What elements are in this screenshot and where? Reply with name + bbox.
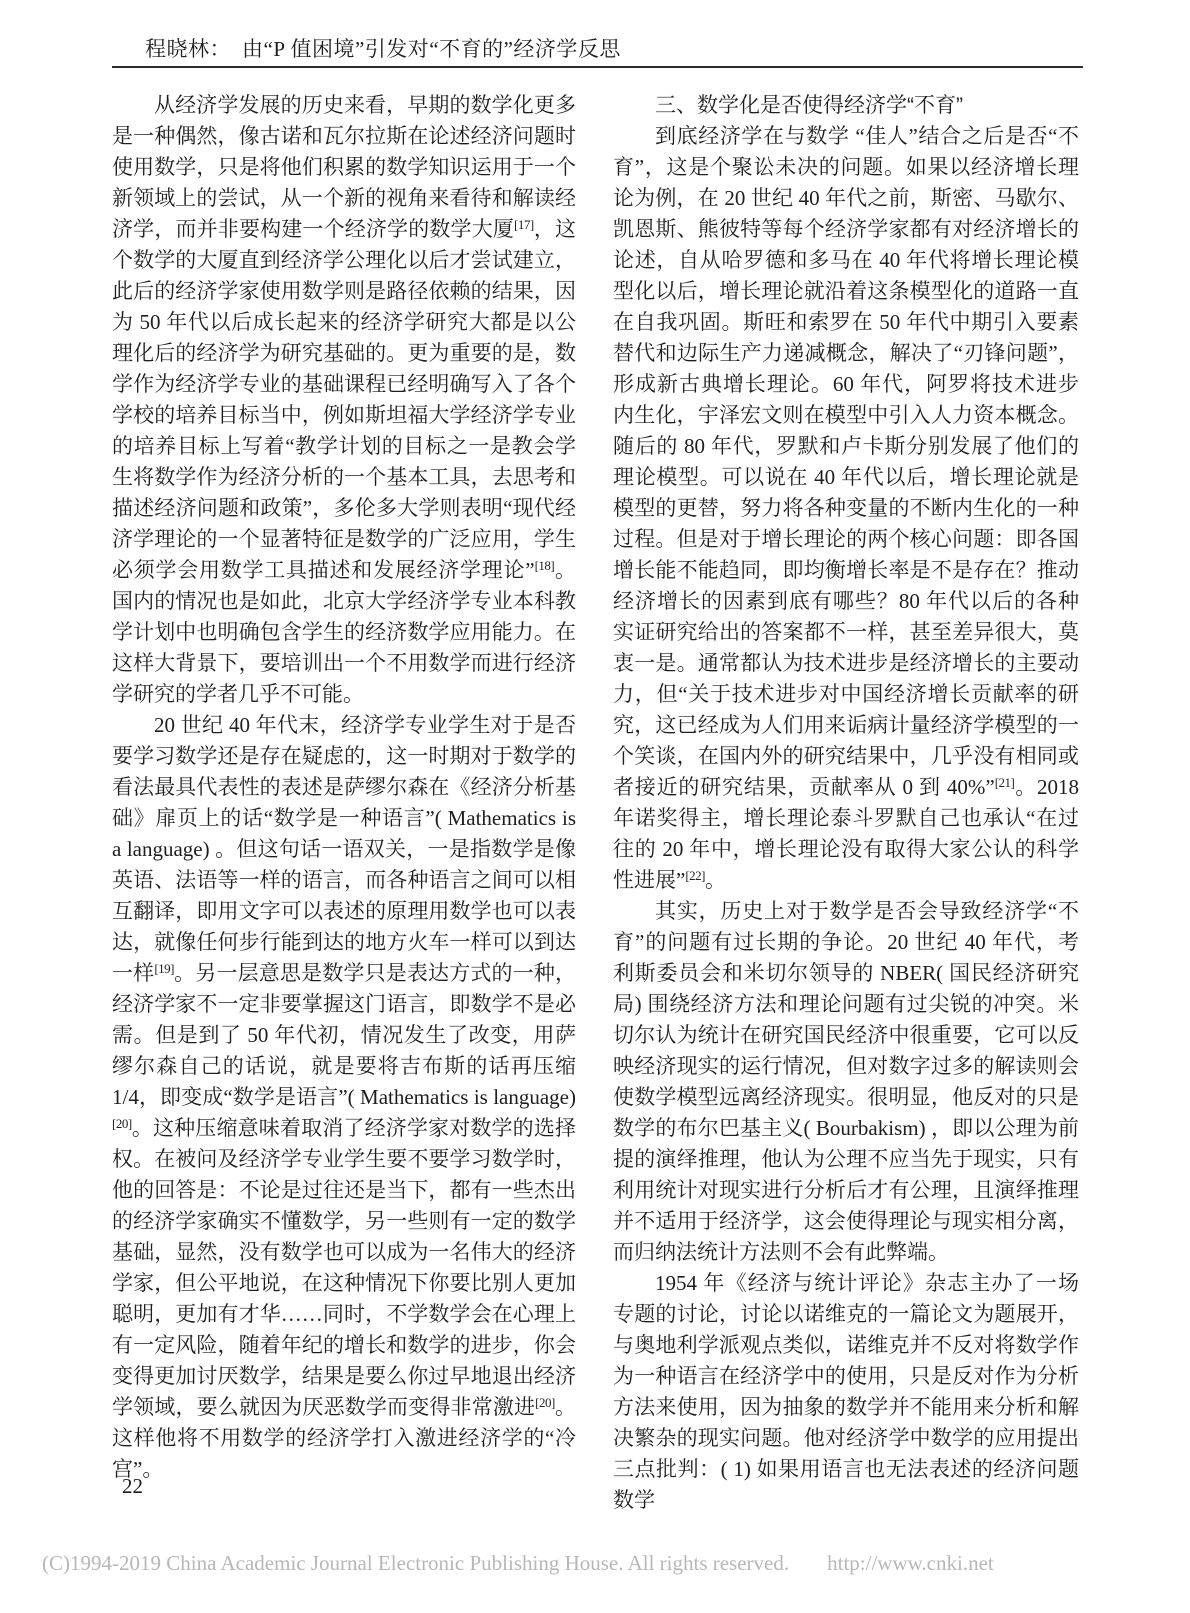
paragraph: 到底经济学在与数学 “佳人”结合之后是否“不育”，这是个聚讼未决的问题。如果以经济增长理论为例，在 20 世纪 40 年代之前，斯密、马歇尔、凯恩斯、熊彼特等每个经济学家都有对经济增长的论述，自从哈罗德和多马在 40 年代将增长理论模型化以后，增长理论就沿着这条模型化的道路一直在自我巩固。斯旺和索罗在 50 年代中期引入要素替代和边际生产力递减概念，解决了“刃锋问题”，形成新古典增长理论。60 年代，阿罗将技术进步内生化，宇泽宏文则在模型中引入人力资本概念。随后的 80 年代，罗默和卢卡斯分别发展了他们的理论模型。可以说在 40 年代以后，增长理论就是模型的更替，努力将各种变量的不断内生化的一种过程。但是对于增长理论的两个核心问题：即各国增长能不能趋同，即均衡增长率是不是存在？推动经济增长的因素到底有哪些？80 年代以后的各种实证研究给出的答案都不一样，甚至差异很大，莫衷一是。通常都认为技术进步是经济增长的主要动力，但“关于技术进步对中国经济增长贡献率的研究，这已经成为人们用来诟病计量经济学模型的一个笑谈，在国内外的研究结果中，几乎没有相同或者接近的研究结果，贡献率从 0 到 40%”[21]。2018 年诺奖得主，增长理论泰斗罗默自己也承认“在过往的 20 年中，增长理论没有取得大家公认的科学性进展”[22]。: [613, 124, 1079, 892]
paragraph: 其实，历史上对于数学是否会导致经济学“不育”的问题有过长期的争论。20 世纪 40 年代，考利斯委员会和米切尔领导的 NBER( 国民经济研究局) 围绕经济方法和理论问题有过尖锐的冲突。米切尔认为统计在研究国民经济中很重要，它可以反映经济现实的运行情况，但对数字过多的解读则会使数学模型远离经济现实。很明显，他反对的只是数学的布尔巴基主义( Bourbakism) ，即以公理为前提的演绎推理，他认为公理不应当先于现实，只有利用统计对现实进行分析后才有公理，且演绎推理并不适用于经济学，这会使得理论与现实相分离，而归纳法统计方法则不会有此弊端。: [613, 899, 1079, 1264]
citation-ref: [20]: [112, 1116, 132, 1131]
citation-ref: [17]: [514, 217, 534, 232]
right-column-body: [613, 121, 1079, 1516]
paragraph: 20 世纪 40 年代末，经济学专业学生对于是否要学习数学还是存在疑虑的，这一时期对于数学的看法最具代表性的表述是萨缪尔森在《经济分析基础》扉页上的话“数学是一种语言”( Mathematics is a language) 。但这句话一语双关，一是指数学是像英语、法语等一样的语言，而各种语言之间可以相互翻译，即用文字可以表述的原理用数学也可以表达，就像任何步行能到达的地方火车一样可以到达一样[19]。另一层意思是数学只是表达方式的一种，经济学家不一定非要掌握这门语言，即数学不是必需。但是到了 50 年代初，情况发生了改变，用萨缪尔森自己的话说，就是要将吉布斯的话再压缩 1/4，即变成“数学是语言”( Mathematics is language)[20]。这种压缩意味着取消了经济学家对数学的选择权。在被问及经济学专业学生要不要学习数学时，他的回答是：不论是过往还是当下，都有一些杰出的经济学家确实不懂数学，另一些则有一定的数学基础，显然，没有数学也可以成为一名伟大的经济学家，但公平地说，在这种情况下你要比别人更加聪明，更加有才华……同时，不学数学会在心理上有一定风险，随着年纪的增长和数学的进步，你会变得更加讨厌数学，结果是要么你过早地退出经济学领域，要么就因为厌恶数学而变得非常激进[20]。这样他将不用数学的经济学打入激进经济学的“冷宫”。: [112, 713, 577, 1481]
right-column: [613, 90, 1079, 1516]
page-number: 22: [122, 1474, 143, 1498]
running-head: 程晓林： 由“P 值困境”引发对“不育的”经济学反思: [145, 37, 621, 61]
citation-ref: [18]: [534, 558, 555, 573]
paragraph: 1954 年《经济与统计评论》杂志主办了一场专题的讨论，讨论以诺维克的一篇论文为题展开，与奥地利学派观点类似，诺维克并不反对将数学作为一种语言在经济学中的使用，只是反对作为分析方法来使用，因为抽象的数学并不能用来分析和解决繁杂的现实问题。他对经济学中数学的应用提出三点批判：( 1) 如果用语言也无法表述的经济问题数学: [613, 1271, 1079, 1512]
section-heading: 三、数学化是否使得经济学“不育”: [655, 94, 963, 117]
citation-ref: [20]: [535, 1395, 555, 1410]
copyright-footer: [42, 1551, 994, 1576]
header-rule: [112, 66, 1083, 68]
citation-ref: [22]: [685, 868, 705, 883]
citation-ref: [21]: [994, 775, 1015, 790]
citation-ref: [19]: [154, 961, 174, 976]
footer-url: http://www.cnki.net: [827, 1551, 994, 1575]
left-column: [112, 90, 576, 1485]
footer-copyright-text: (C)1994-2019 China Academic Journal Electronic Publishing House. All rights reserved.: [42, 1551, 790, 1575]
paragraph: 从经济学发展的历史来看，早期的数学化更多是一种偶然，像古诺和瓦尔拉斯在论述经济问题时使用数学，只是将他们积累的数学知识运用于一个新领域上的尝试，从一个新的视角来看待和解读经济学，而并非要构建一个经济学的数学大厦[17]，这个数学的大厦直到经济学公理化以后才尝试建立，此后的经济学家使用数学则是路径依赖的结果，因为 50 年代以后成长起来的经济学研究大都是以公理化后的经济学为研究基础的。更为重要的是，数学作为经济学专业的基础课程已经明确写入了各个学校的培养目标当中，例如斯坦福大学经济学专业的培养目标上写着“教学计划的目标之一是教会学生将数学作为经济分析的一个基本工具，去思考和描述经济问题和政策”，多伦多大学则表明“现代经济学理论的一个显著特征是数学的广泛应用，学生必须学会用数学工具描述和发展经济学理论”[18]。国内的情况也是如此，北京大学经济学专业本科教学计划中也明确包含学生的经济数学应用能力。在这样大背景下，要培训出一个不用数学而进行经济学研究的学者几乎不可能。: [112, 93, 577, 706]
